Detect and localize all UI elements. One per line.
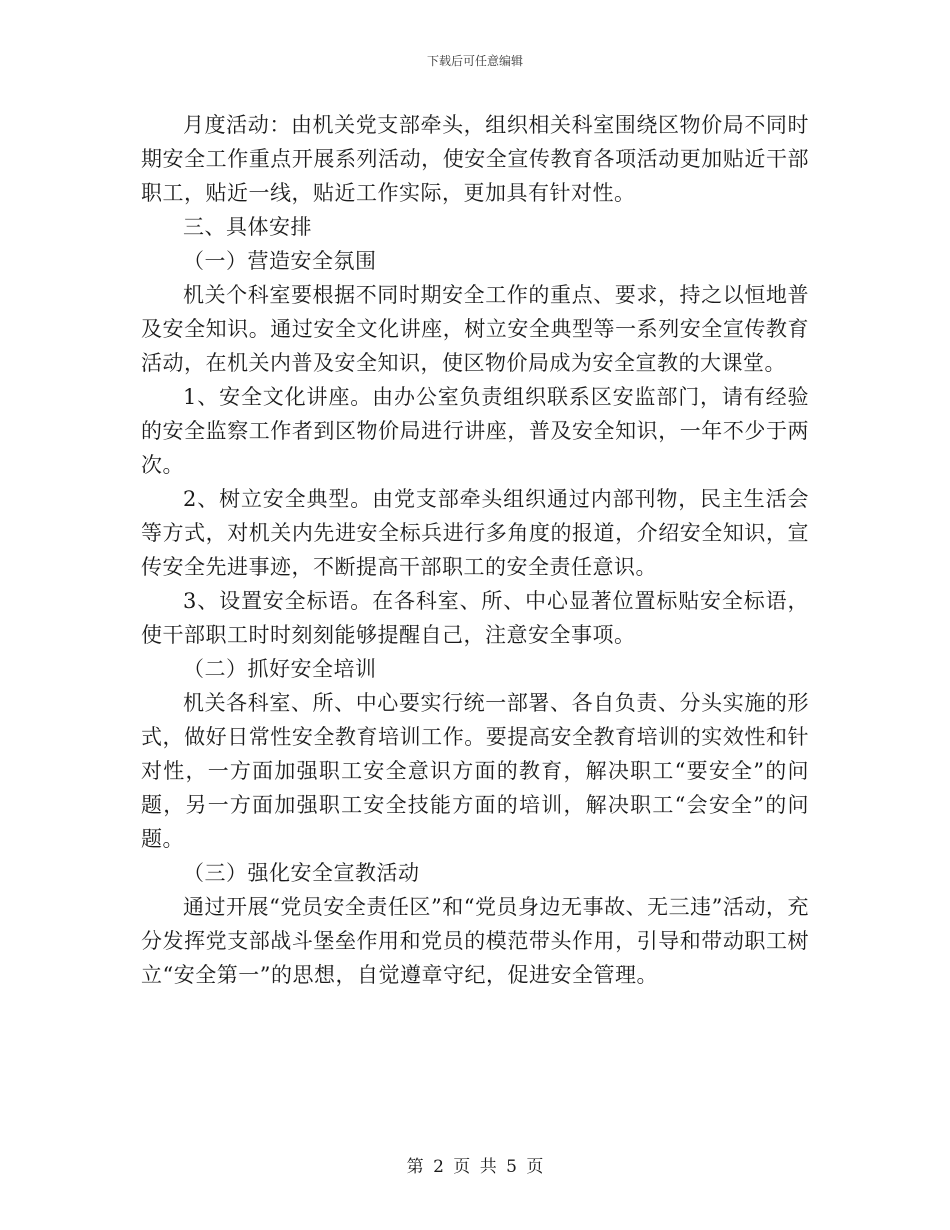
paragraph-safety-education: 通过开展“党员安全责任区”和“党员身边无事故、无三违”活动，充分发挥党支部战斗堡垒作用和党员的模范带头作用，引导和带动职工树立“安全第一”的思想，自觉遵章守纪，促进安全管理。 — [141, 895, 809, 987]
subheading-safety-atmosphere: （一）营造安全氛围 — [183, 249, 377, 273]
heading-specific-arrangement: 三、具体安排 — [183, 215, 312, 239]
paragraph-safety-model: 2、树立安全典型。由党支部牵头组织通过内部刊物，民主生活会等方式，对机关内先进安全标兵进行多角度的报道，介绍安全知识，宣传安全先进事迹，不断提高干部职工的安全责任意识。 — [141, 487, 809, 579]
subheading-safety-training: （二）抓好安全培训 — [183, 657, 377, 681]
document-body — [141, 108, 809, 992]
paragraph-monthly-activity: 月度活动：由机关党支部牵头，组织相关科室围绕区物价局不同时期安全工作重点开展系列活动，使安全宣传教育各项活动更加贴近干部职工，贴近一线，贴近工作实际，更加具有针对性。 — [141, 113, 809, 205]
paragraph-safety-training: 机关各科室、所、中心要实行统一部署、各自负责、分头实施的形式，做好日常性安全教育培训工作。要提高安全教育培训的实效性和针对性，一方面加强职工安全意识方面的教育，解决职工“要安全”的问题，另一方面加强职工安全技能方面的培训，解决职工“会安全”的问题。 — [141, 691, 809, 851]
paragraph-safety-lecture: 1、安全文化讲座。由办公室负责组织联系区安监部门，请有经验的安全监察工作者到区物价局进行讲座，普及安全知识，一年不少于两次。 — [141, 385, 809, 477]
page-header: 下载后可任意编辑 — [426, 54, 523, 68]
paragraph-safety-atmosphere: 机关个科室要根据不同时期安全工作的重点、要求，持之以恒地普及安全知识。通过安全文化讲座，树立安全典型等一系列安全宣传教育活动，在机关内普及安全知识，使区物价局成为安全宣教的大课堂。 — [141, 283, 809, 375]
subheading-safety-education: （三）强化安全宣教活动 — [183, 861, 420, 885]
page-footer: 第 2 页 共 5 页 — [406, 1157, 544, 1177]
paragraph-safety-slogan: 3、设置安全标语。在各科室、所、中心显著位置标贴安全标语，使干部职工时时刻刻能够提醒自己，注意安全事项。 — [141, 589, 809, 647]
